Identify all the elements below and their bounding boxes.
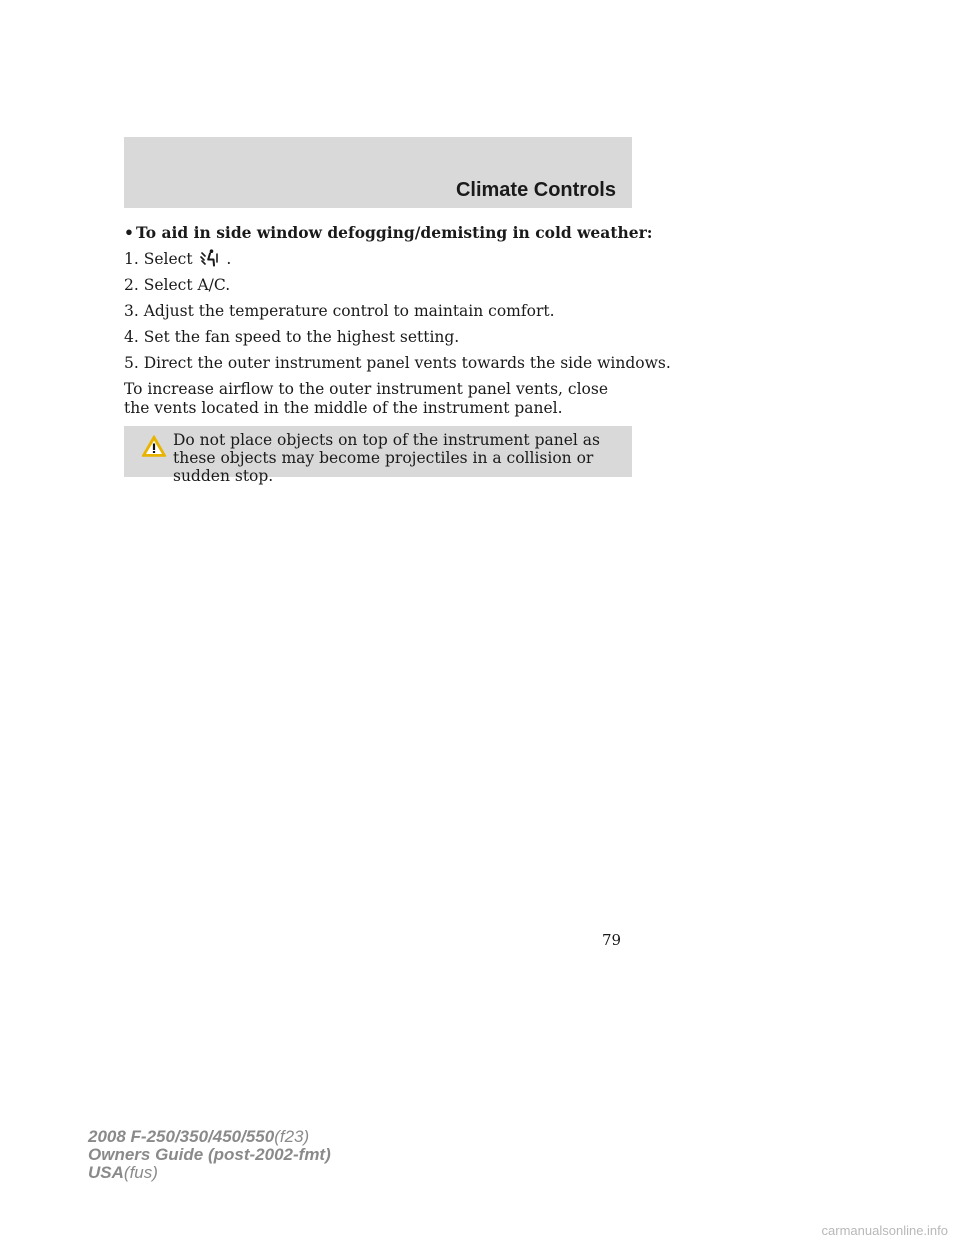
step-2: 2. Select A/C. <box>124 276 231 294</box>
footer-region: USA <box>88 1163 124 1182</box>
document-footer <box>88 1128 331 1182</box>
step-5: 5. Direct the outer instrument panel vents towards the side windows. <box>124 354 671 372</box>
bullet-text: To aid in side window defogging/demisting in cold weather: <box>136 223 653 242</box>
footer-line-2: Owners Guide (post-2002-fmt) <box>88 1145 331 1164</box>
tip-paragraph: To increase airflow to the outer instrument panel vents, close the vents located in the middle of the instrument panel. <box>124 380 608 417</box>
site-watermark: carmanualsonline.info <box>821 1223 948 1238</box>
step-1-suffix: . <box>226 250 232 268</box>
step-4: 4. Set the fan speed to the highest setting. <box>124 328 460 346</box>
step-1-prefix: 1. Select <box>124 250 193 268</box>
floor-defrost-icon <box>199 249 221 267</box>
footer-line-3 <box>88 1164 331 1182</box>
bullet-dot: • <box>124 223 134 242</box>
section-title: Climate Controls <box>455 179 616 201</box>
bullet-heading <box>124 223 653 242</box>
step-1 <box>124 249 632 269</box>
page-content <box>124 223 671 485</box>
footer-line-1 <box>88 1128 331 1146</box>
warning-box <box>124 426 632 485</box>
footer-model-code: (f23) <box>274 1127 310 1146</box>
warning-triangle-icon <box>141 434 167 458</box>
step-3: 3. Adjust the temperature control to maintain comfort. <box>124 302 555 320</box>
section-header <box>124 137 632 208</box>
page-number: 79 <box>602 931 622 949</box>
warning-text: Do not place objects on top of the instrument panel as these objects may become projectiles in a collision or sudden stop. <box>173 431 600 485</box>
footer-region-code: (fus) <box>123 1163 158 1182</box>
footer-model: 2008 F-250/350/450/550 <box>88 1127 275 1146</box>
